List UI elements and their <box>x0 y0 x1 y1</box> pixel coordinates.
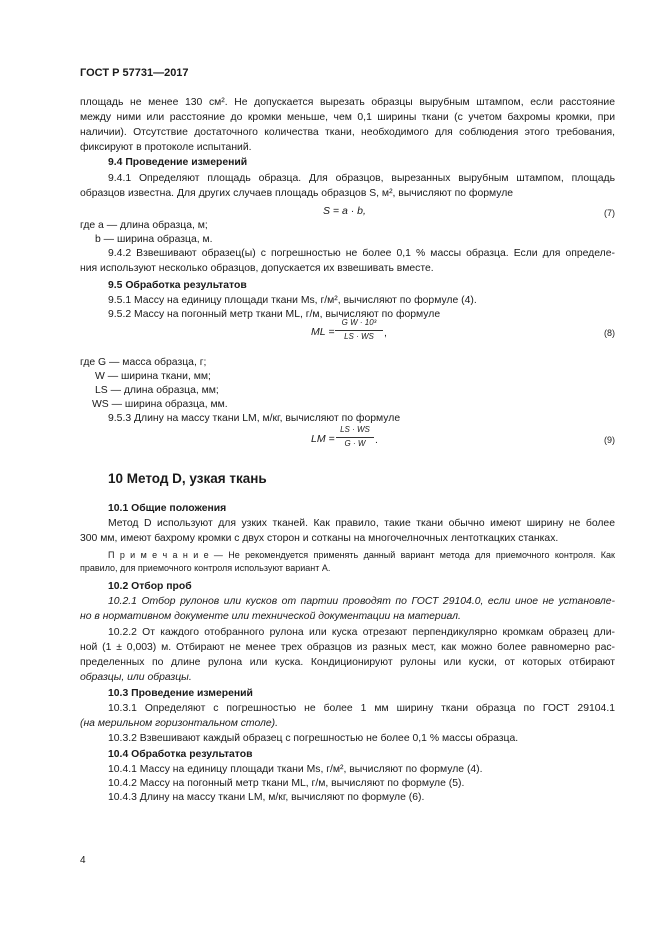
text-line: ной (1 ± 0,003) м. Отбирают не менее трех образцов из разных мест, как можно более равномерно рас- <box>80 642 615 653</box>
where-line: WS — ширина образца, мм. <box>92 399 228 410</box>
text-line: 300 мм, имеют бахрому кромки с двух сторон и сотканы на многочелночных лентоткацких станках. <box>80 533 559 544</box>
text-line: ния используют несколько образцов, допускается их взвешивать вместе. <box>80 263 434 274</box>
formula-9-denominator: G · W <box>344 439 366 448</box>
section-heading-10: 10 Метод D, узкая ткань <box>108 471 267 486</box>
section-heading-10-3: 10.3 Проведение измерений <box>108 688 253 699</box>
text-line: 9.5.1 Массу на единицу площади ткани Ms, г/м², вычисляют по формуле (4). <box>108 295 477 306</box>
page-number: 4 <box>80 855 86 866</box>
text-line: пределенных по длине рулона или куска. Кондиционируют рулоны или куски, от которых отбирают <box>80 657 615 668</box>
text-line: 9.5.3 Длину на массу ткани LM, м/кг, вычисляют по формуле <box>108 413 401 424</box>
text-line: 10.2.2 От каждого отобранного рулона или куска отрезают перпендикулярно кромкам образец дли- <box>108 627 615 638</box>
text-line: 10.4.2 Массу на погонный метр ткани ML, г/м, вычисляют по формуле (5). <box>108 778 465 789</box>
text-line: фиксируют в протоколе испытаний. <box>80 142 252 153</box>
text-line: 10.2.1 Отбор рулонов или кусков от партии проводят по ГОСТ 29104.0, если иное не установле- <box>108 596 615 607</box>
document-header: ГОСТ Р 57731—2017 <box>80 67 189 79</box>
formula-8-numerator: G W · 10³ <box>341 318 377 327</box>
text-line: (на мерильном горизонтальном столе). <box>80 718 278 729</box>
formula-8-denominator: LS · WS <box>344 332 374 341</box>
text-line: 10.3.2 Взвешивают каждый образец с погрешностью не более 0,1 % массы образца. <box>108 733 519 744</box>
text-line: наличии). Отсутствие достаточного количества ткани, необходимого для соблюдения этого требования, <box>80 127 615 138</box>
text-line: 10.3.1 Определяют с погрешностью не более 1 мм ширину ткани образца по ГОСТ 29104.1 <box>108 703 615 714</box>
text-line: между ними или расстояние до кромки меньше, чем 0,1 ширины ткани (с учетом бахромы кромки, при <box>80 112 615 123</box>
text-line: образцов известна. Для других случаев площадь образцов S, м², вычисляют по формуле <box>80 188 514 199</box>
formula-8-lhs: ML = <box>311 326 335 338</box>
where-line: W — ширина ткани, мм; <box>95 371 211 382</box>
fraction-bar <box>335 330 383 331</box>
text-line: но в нормативном документе или технической документации на материал. <box>80 611 461 622</box>
section-heading-9-4: 9.4 Проведение измерений <box>108 157 248 168</box>
fraction-bar <box>336 437 374 438</box>
text-line: Метод D используют для узких тканей. Как правило, такие ткани обычно имеют ширину не более <box>108 518 615 529</box>
text-line: 9.4.1 Определяют площадь образца. Для образцов, вырезанных вырубным штампом, площадь <box>108 173 615 184</box>
where-line: b — ширина образца, м. <box>95 234 213 245</box>
text-line: образцы, или образцы. <box>80 672 192 683</box>
section-heading-10-2: 10.2 Отбор проб <box>108 581 192 592</box>
section-heading-9-5: 9.5 Обработка результатов <box>108 280 247 291</box>
text-line: 10.4.3 Длину на массу ткани LM, м/кг, вычисляют по формуле (6). <box>108 792 425 803</box>
equation-number: (9) <box>604 435 615 445</box>
formula-9-tail: . <box>375 434 378 446</box>
section-heading-10-4: 10.4 Обработка результатов <box>108 749 253 760</box>
note-line: П р и м е ч а н и е — Не рекомендуется применять данный вариант метода для приемочного контроля. Как <box>108 550 615 560</box>
where-line: где a — длина образца, м; <box>80 220 208 231</box>
formula-9-numerator: LS · WS <box>340 425 370 434</box>
where-line: LS — длина образца, мм; <box>95 385 219 396</box>
text-line: площадь не менее 130 см². Не допускается вырезать образцы вырубным штампом, если расстояние <box>80 97 615 108</box>
text-line: 9.5.2 Массу на погонный метр ткани ML, г/м, вычисляют по формуле <box>108 309 441 320</box>
note-line: правило, для приемочного контроля используют вариант А. <box>80 563 331 573</box>
formula-8-tail: , <box>384 327 387 339</box>
text-line: 10.4.1 Массу на единицу площади ткани Ms, г/м², вычисляют по формуле (4). <box>108 764 483 775</box>
where-line: где G — масса образца, г; <box>80 357 207 368</box>
equation-number: (7) <box>604 208 615 218</box>
section-heading-10-1: 10.1 Общие положения <box>108 503 227 514</box>
equation-number: (8) <box>604 328 615 338</box>
formula-9-lhs: LM = <box>311 433 335 445</box>
text-line: 9.4.2 Взвешивают образец(ы) с погрешностью не более 0,1 % массы образца. Если для определе- <box>108 248 615 259</box>
formula-7: S = a · b, <box>323 205 366 217</box>
